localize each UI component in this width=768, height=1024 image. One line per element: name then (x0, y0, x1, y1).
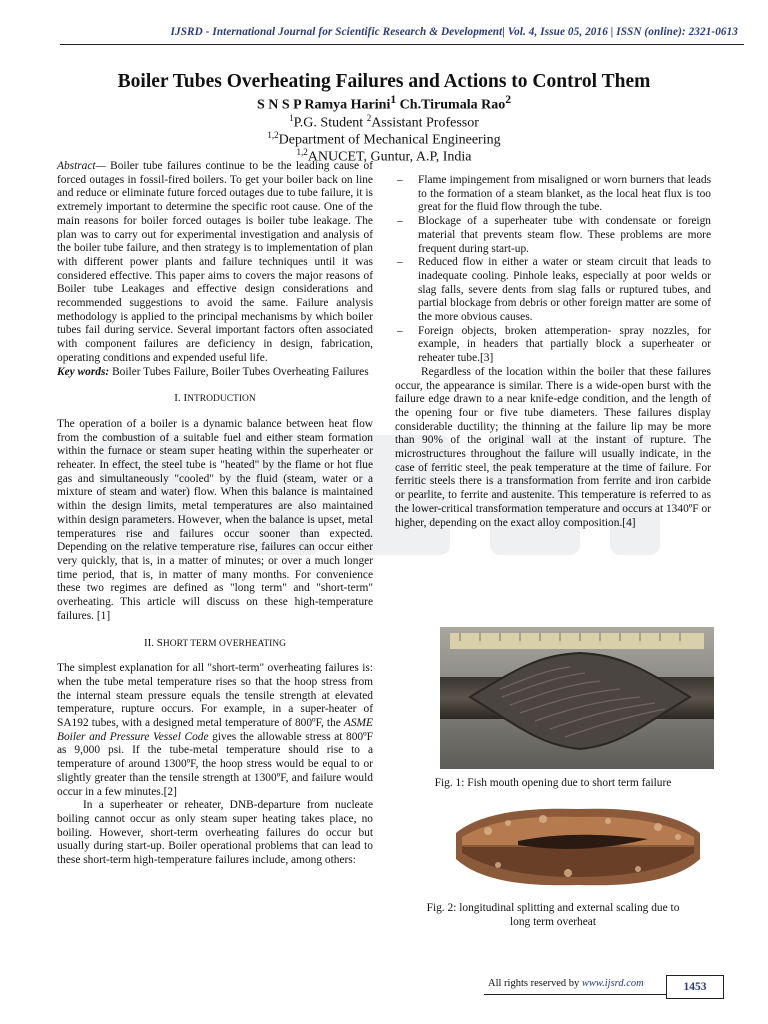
figure-2-caption-line-2: long term overheat (509, 916, 597, 928)
bullet-list (395, 174, 711, 366)
figure-1-fish-mouth-photo (440, 627, 714, 769)
list-item: – Blockage of a superheater tube with condensate or foreign material that prevents steam flow. These problems are more frequent during start-up. (395, 215, 711, 256)
author-2: Ch.Tirumala Rao (396, 97, 506, 113)
section-heading-introduction: I. INTRODUCTION (174, 392, 256, 405)
aff-sup: 1,2 (296, 147, 308, 157)
aff-role-1: P.G. Student (293, 115, 367, 131)
author-1-sup: 1 (390, 93, 397, 106)
footer-rule (484, 994, 666, 995)
footer-rights: All rights reserved by www.ijsrd.com (488, 978, 644, 989)
figure-2-caption-line-1: Fig. 2: longitudinal splitting and external scaling due to (426, 902, 680, 914)
aff-sup: 1 (289, 113, 294, 123)
header-rule (60, 44, 744, 45)
figure-1-caption: Fig. 1: Fish mouth opening due to short term failure (434, 777, 672, 789)
list-item: – Reduced flow in either a water or steam circuit that leads to inadequate cooling. Pinhole leaks, especially at poor welds or slag falls, severe dents from slag falls or ruptured tubes, and partial blockage from debris or other foreign matter are some of the more obvious causes. (395, 256, 711, 325)
keywords-text: Boiler Tubes Failure, Boiler Tubes Overheating Failures (109, 365, 369, 378)
author-2-sup: 2 (505, 93, 512, 106)
left-column (57, 160, 373, 868)
aff-role-2: Assistant Professor (371, 115, 479, 131)
abstract (57, 160, 373, 366)
right-column (395, 174, 711, 530)
aff-institution: ANUCET, Guntur, A.P, India (307, 149, 472, 165)
footer-site-link[interactable]: www.ijsrd.com (581, 978, 644, 989)
keywords (57, 366, 373, 380)
short-term-paragraph-2: In a superheater or reheater, DNB-departure from nucleate boiling cannot occur as only steam super heating takes place, no boiling. However, short-term overheating failures do occur but usually during start-up. Boiler operational problems that can lead to these short-term high-temperature failures include, among others: (57, 799, 373, 867)
figure-2-caption (395, 901, 711, 929)
intro-paragraph: The operation of a boiler is a dynamic balance between heat flow from the combustion of a suitable fuel and either steam formation within the furnace or steam super heating within the superheater or reheater. In effect, the steel tube is "heated" by the flame or hot flue gas and simultaneously "cooled" by the fluid (steam, water or a mixture of steam and water) flow. When this balance is maintained within the design limits, metal temperatures are also maintained within design parameters. However, when the balance is upset, metal temperatures rise and failures occur sooner than expected. Depending on the relative temperature rise, failures can occur either very quickly, that is, in a matter of minutes; or over a much longer time period, that is, in matter of many months. For convenience these two regimes are defined as "long term" and "short-term" overheating. This article will discuss on these high-temperature failures. [1] (57, 417, 373, 622)
list-item: – Flame impingement from misaligned or worn burners that leads to the formation of a steam blanket, as the local heat flux is too great for the fluid flow through the tube. (395, 174, 711, 215)
figure-2-scaled-tube-photo (448, 793, 708, 897)
list-item: – Foreign objects, broken attemperation- spray nozzles, for example, in headers that partially block a superheater or reheater tube.[3] (395, 325, 711, 366)
journal-header: IJSRD - International Journal for Scientific Research & Development| Vol. 4, Issue 05, 2016 | ISSN (online): 2321-0613 (170, 26, 738, 38)
paper-title: Boiler Tubes Overheating Failures and Actions to Control Them (117, 71, 651, 92)
aff-sup: 1,2 (267, 130, 279, 140)
page-number: 1453 (666, 975, 724, 999)
abstract-label: Abstract— (57, 160, 106, 172)
short-term-paragraph-1: The simplest explanation for all "short-term" overheating failures is: when the tube metal temperature rises so that the hoop stress from the internal steam pressure equals the tensile strength at elevated temperature, rupture occurs. For example, in a super-heater of SA192 tubes, with a designed metal temperature of 800ºF, the ASME Boiler and Pressure Vessel Code gives the allowable stress at 800ºF as 9,000 psi. If the tube-metal temperature should rise to a temperature of around 1300ºF, the hoop stress would be equal to or slightly greater than the tensile strength at 1300ºF, and failure would occur in a few minutes.[2] (57, 662, 373, 798)
author-1: S N S P Ramya Harini (256, 97, 391, 113)
keywords-label: Key words: (57, 365, 110, 378)
failure-appearance-paragraph: Regardless of the location within the boiler that these failures occur, the appearance is similar. There is a wide-open burst with the failure edge drawn to a near knife-edge condition, and the length of the opening four or five tube diameters. These failures display considerable ductility; the thinning at the failure lip may be more than 90% of the original wall at the instant of rupture. The microstructures throughout the failure will usually indicate, in the case of ferritic steel, the peak temperature at the time of failure. For ferritic steels there is a transformation from ferrite and iron carbide or pearlite, to ferrite and austenite. This temperature is referred to as the lower-critical transformation temperature and occurs at 1340ºF or higher, depending on the exact alloy composition.[4] (395, 365, 711, 529)
aff-sup: 2 (366, 113, 372, 123)
abstract-text: Boiler tube failures continue to be the leading cause of forced outages in fossil-fired boilers. To get your boiler back on line and reduce or eliminate future forced outages due to tube failure, it is extremely important to determine the specific root cause. One of the main reasons for boiler forced outages is boiler tube leakage. The plan was to carry out for experimental investigation and analysis of the boiler tube failure, and then strategy is to implementation of plan with different power plants and failure techniques until it was considered effective. This paper aims to covers the major reasons of Boiler tube Leakages and effective design considerations and recommended suggestions to avoid the same. Failure analysis methodology is applied to the principal mechanisms by which boiler tubes fail during service. Several important factors often associated with component failures are deficiency in design, fabrication, operating conditions and expended useful life. (57, 160, 373, 364)
section-heading-short-term: II. SHORT TERM OVERHEATING (143, 636, 287, 649)
aff-department: Department of Mechanical Engineering (278, 132, 501, 148)
